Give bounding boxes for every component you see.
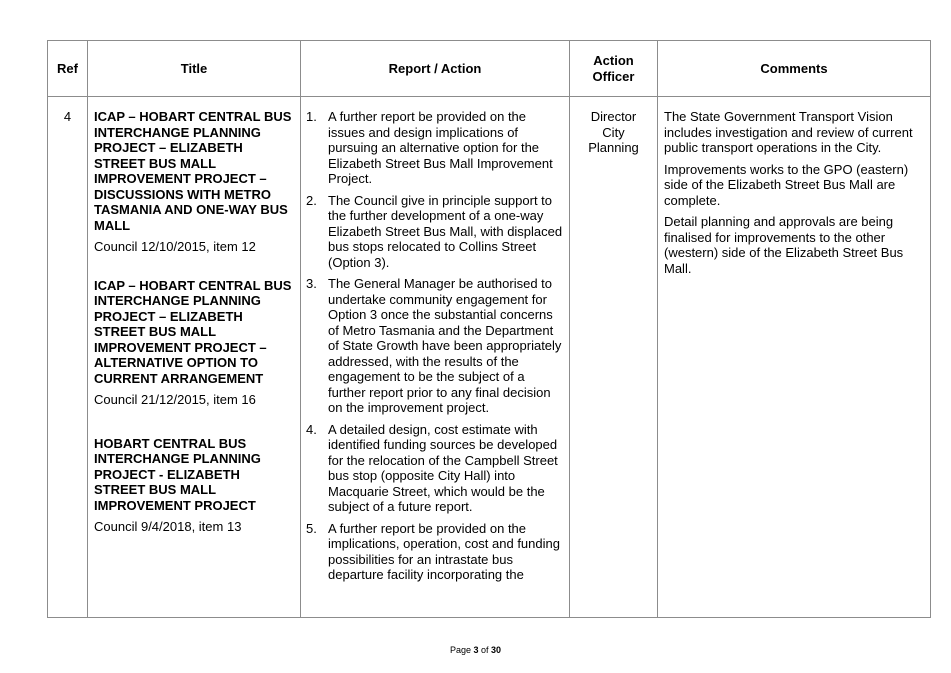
page-number-total: 30 bbox=[491, 645, 502, 655]
list-item bbox=[306, 109, 563, 187]
page-number-of: of bbox=[478, 645, 492, 655]
report-item-number: 2. bbox=[306, 192, 317, 208]
header-officer-line1: Action bbox=[593, 53, 634, 68]
list-item bbox=[306, 276, 563, 416]
comment-paragraph: The State Government Transport Vision includes investigation and review of current public transport operations in the City. bbox=[664, 109, 913, 155]
page-number-current: 3 bbox=[473, 645, 479, 655]
header-title: Title bbox=[88, 41, 301, 97]
title-meeting-ref: Council 12/10/2015, item 12 bbox=[94, 239, 256, 254]
report-item-text: A further report be provided on the implications, operation, cost and funding possibilities for an intrastate bus departure facility incorporating the bbox=[328, 520, 560, 582]
page-number-prefix: Page bbox=[449, 645, 474, 655]
report-item-number: 1. bbox=[306, 109, 317, 124]
page-number bbox=[0, 645, 951, 655]
table-row bbox=[48, 97, 931, 618]
report-item-number: 4. bbox=[306, 421, 317, 437]
report-list bbox=[306, 109, 563, 583]
title-block bbox=[94, 278, 292, 408]
title-meeting-ref: Council 21/12/2015, item 16 bbox=[94, 392, 256, 407]
report-item-text: A further report be provided on the issues and design implications of pursuing an alternative option for the Elizabeth Street Bus Mall Improvement Project. bbox=[328, 109, 553, 186]
header-report: Report / Action bbox=[301, 41, 570, 97]
header-ref: Ref bbox=[48, 41, 88, 97]
action-table bbox=[47, 40, 931, 618]
officer-line: Planning bbox=[588, 140, 639, 155]
header-officer bbox=[570, 41, 658, 97]
officer-line: City bbox=[602, 124, 625, 140]
title-heading: ICAP – HOBART CENTRAL BUS INTERCHANGE PLANNING PROJECT – ELIZABETH STREET BUS MALL IMPROVEMENT PROJECT – ALTERNATIVE OPTION TO CURRENT ARRANGEMENT bbox=[94, 277, 292, 386]
comment-paragraph: Improvements works to the GPO (eastern) side of the Elizabeth Street Bus Mall are complete. bbox=[664, 161, 909, 208]
ref-cell: 4 bbox=[48, 97, 88, 618]
title-heading: HOBART CENTRAL BUS INTERCHANGE PLANNING PROJECT - ELIZABETH STREET BUS MALL IMPROVEMENT PROJECT bbox=[94, 435, 261, 513]
officer-cell bbox=[570, 97, 658, 618]
header-comments: Comments bbox=[658, 41, 931, 97]
report-item-number: 5. bbox=[306, 520, 317, 536]
comments-cell bbox=[658, 97, 931, 618]
officer-line: Director bbox=[590, 109, 637, 124]
title-cell bbox=[88, 97, 301, 618]
report-item-number: 3. bbox=[306, 276, 317, 291]
title-heading: ICAP – HOBART CENTRAL BUS INTERCHANGE PLANNING PROJECT – ELIZABETH STREET BUS MALL IMPROVEMENT PROJECT – DISCUSSIONS WITH METRO TASMANIA AND ONE-WAY BUS MALL bbox=[94, 109, 292, 233]
list-item bbox=[306, 193, 563, 271]
list-item bbox=[306, 422, 563, 515]
title-meeting-ref: Council 9/4/2018, item 13 bbox=[94, 519, 242, 534]
comment-paragraph: Detail planning and approvals are being finalised for improvements to the other (western) side of the Elizabeth Street Bus Mall. bbox=[664, 214, 904, 276]
header-officer-line2: Officer bbox=[592, 68, 635, 84]
header-row bbox=[48, 41, 931, 97]
report-item-text: A detailed design, cost estimate with identified funding sources be developed for the relocation of the Campbell Street bus stop (opposite City Hall) into Macquarie Street, which would be the subject of a future report. bbox=[328, 421, 558, 514]
title-block bbox=[94, 109, 292, 255]
report-item-text: The Council give in principle support to the further development of a one-way Elizabeth Street Bus Mall, with displaced bus stops relocated to Collins Street (Option 3). bbox=[328, 192, 563, 270]
title-block bbox=[94, 436, 292, 535]
report-item-text: The General Manager be authorised to undertake community engagement for Option 3 once the substantial concerns of Metro Tasmania and the Department of State Growth have been appropriately addressed, with the results of the engagement to be the subject of a further report prior to any final decision on the improvement project. bbox=[328, 276, 562, 415]
list-item bbox=[306, 521, 563, 583]
report-cell bbox=[301, 97, 570, 618]
